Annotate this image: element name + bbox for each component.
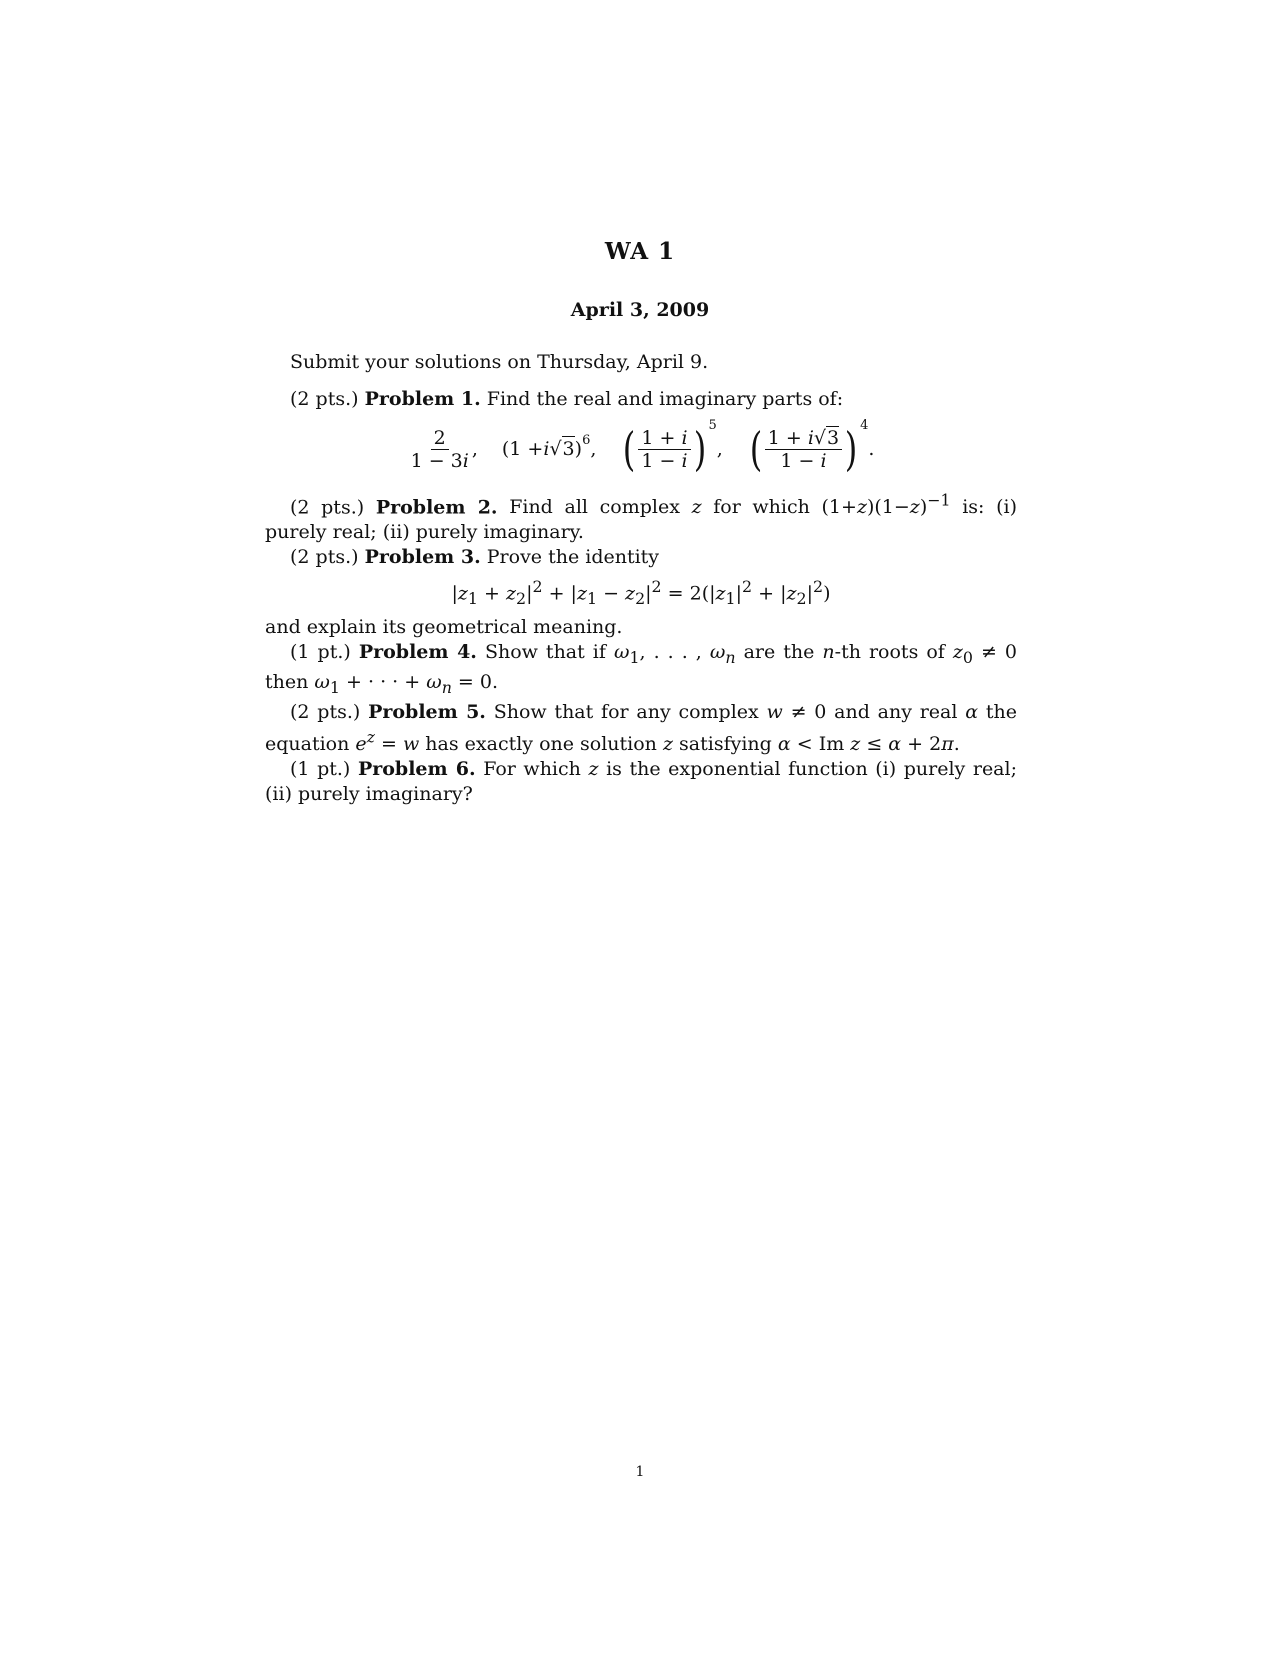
- problem-3-label: Problem 3.: [364, 546, 481, 569]
- document-body: [265, 350, 1017, 807]
- problem-1-points: (2 pts.): [290, 388, 359, 410]
- problem-5-text: Show that for any complex w ≠ 0 and any real α the equation $e^z = w$ has exactly one solution z satisfying α < Im z ≤ α + 2π.: [265, 701, 1017, 756]
- problem-2: [265, 488, 1017, 545]
- problem-4: [265, 640, 1017, 700]
- problem-4-text: Show that if $\omega_1$, . . . , $\omega_n$ are the n-th roots of $z_0 \ne 0$ then $\omega_1$ + · · · + $\omega_n = 0$.: [265, 641, 1017, 698]
- expr-3: ( $\frac{1 + i}{1 - i}$ ) 5 ,: [623, 417, 723, 476]
- expr-1: $\frac{2}{1 - 3i}$ ,: [410, 426, 478, 472]
- problem-4-points: (1 pt.): [290, 641, 351, 664]
- problem-2-text: Find all complex z for which $(1+z)(1-z)^{-1}$ is: (i) purely real; (ii) purely imaginary.: [265, 491, 1017, 544]
- expr-2: (1 + i √ 3 ) 6 ,: [501, 432, 597, 460]
- page-number: 1: [635, 1464, 645, 1480]
- problem-2-label: Problem 2.: [375, 496, 498, 519]
- problem-6-label: Problem 6.: [357, 758, 476, 781]
- document-date: April 3, 2009: [570, 299, 710, 321]
- problem-5: [265, 700, 1017, 757]
- problem-6-points: (1 pt.): [290, 758, 351, 781]
- problem-6-text: For which z is the exponential function (i) purely real; (ii) purely imaginary?: [265, 758, 1017, 806]
- problem-3: [265, 545, 1017, 570]
- problem-3-identity: $|z_1 + z_2|^2 + |z_1 - z_2|^2 = 2(|z_1|^2 + |z_2|^2)$: [451, 577, 831, 609]
- problem-5-points: (2 pts.): [290, 701, 361, 724]
- problem-3-text: Prove the identity: [486, 546, 660, 569]
- document-title: WA 1: [604, 238, 676, 265]
- problem-1: [265, 387, 1017, 412]
- problem-1-display-math: [265, 418, 1017, 480]
- problem-5-label: Problem 5.: [368, 701, 486, 724]
- expr-4: ( $\frac{1 + i√3}{1 - i}$ ) 4 .: [749, 417, 875, 476]
- intro-text: Submit your solutions on Thursday, April 9.: [290, 351, 709, 373]
- problem-4-label: Problem 4.: [358, 641, 477, 664]
- problem-2-points: (2 pts.): [290, 496, 365, 519]
- problem-1-label: Problem 1.: [364, 388, 481, 410]
- problem-3-points: (2 pts.): [290, 546, 359, 569]
- problem-6: [265, 757, 1017, 807]
- problem-1-text: Find the real and imaginary parts of:: [486, 388, 844, 410]
- problem-3-after: and explain its geometrical meaning.: [265, 616, 623, 639]
